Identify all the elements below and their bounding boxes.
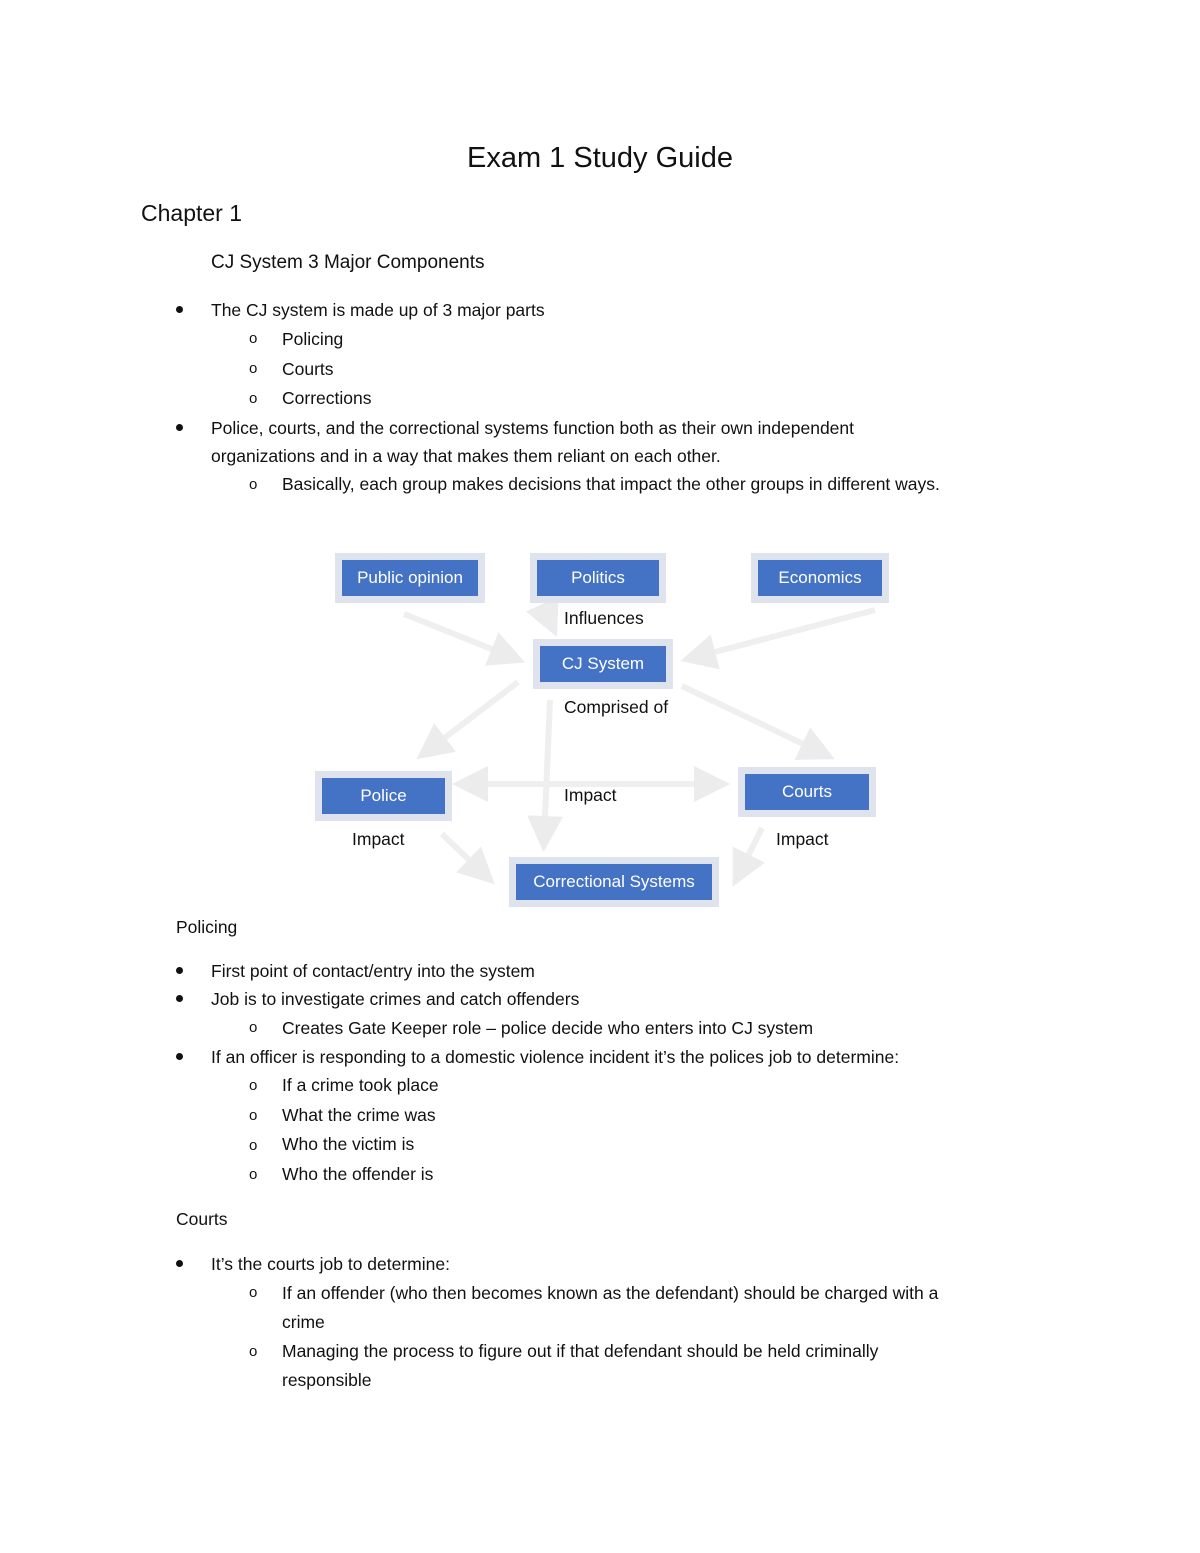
sub-bullet-marker: o — [249, 476, 258, 493]
sub-list-item: Who the victim is — [282, 1134, 415, 1154]
sub-bullet-marker: o — [249, 360, 258, 377]
bullet-marker — [176, 1053, 183, 1060]
label-impact-right: Impact — [776, 829, 829, 849]
sub-bullet-marker: o — [249, 390, 258, 407]
label-impact-center: Impact — [564, 785, 617, 805]
cj-system-diagram — [300, 540, 920, 920]
label-impact-left: Impact — [352, 829, 405, 849]
node-public-opinion-label: Public opinion — [357, 568, 463, 587]
node-correctional-label: Correctional Systems — [533, 872, 695, 891]
section-heading-policing: Policing — [176, 917, 238, 937]
arrow-economics-to-cj — [692, 610, 875, 658]
sub-bullet-marker: o — [249, 1343, 258, 1360]
sub-list-item-continuation: crime — [282, 1312, 325, 1332]
bullet-marker — [176, 306, 183, 313]
diagram-arrows — [300, 540, 920, 920]
node-courts-label: Courts — [781, 782, 833, 801]
list-item: First point of contact/entry into the system — [211, 961, 535, 981]
sub-list-item-continuation: responsible — [282, 1370, 372, 1390]
chapter-heading: Chapter 1 — [141, 200, 243, 226]
sub-list-item: What the crime was — [282, 1105, 436, 1125]
list-item: It’s the courts job to determine: — [211, 1254, 450, 1274]
arrow-public-opinion-to-cj — [404, 614, 514, 658]
sub-list-item: Courts — [282, 359, 334, 379]
node-economics-label: Economics — [778, 568, 862, 587]
sub-bullet-marker: o — [249, 1019, 258, 1036]
node-politics-label: Politics — [571, 568, 625, 587]
sub-bullet-marker: o — [249, 1137, 258, 1154]
sub-bullet-marker: o — [249, 330, 258, 347]
arrow-courts-to-correctional — [738, 828, 762, 876]
list-item: The CJ system is made up of 3 major parts — [211, 300, 545, 320]
label-influences: Influences — [564, 608, 644, 628]
sub-bullet-marker: o — [249, 1107, 258, 1124]
node-public-opinion — [342, 560, 478, 596]
list-item: Police, courts, and the correctional systems function both as their own independent — [211, 418, 855, 438]
bullet-marker — [176, 995, 183, 1002]
list-item: If an officer is responding to a domestic violence incident it’s the polices job to determine: — [211, 1047, 900, 1067]
sub-list-item: Managing the process to figure out if that defendant should be held criminally — [282, 1341, 879, 1361]
sub-list-item: If an offender (who then becomes known as the defendant) should be charged with a — [282, 1283, 939, 1303]
document-title: Exam 1 Study Guide — [467, 142, 733, 174]
sub-bullet-marker: o — [249, 1166, 258, 1183]
sub-list-item: Creates Gate Keeper role – police decide who enters into CJ system — [282, 1018, 814, 1038]
arrow-cj-to-police — [426, 682, 518, 752]
bullet-marker — [176, 424, 183, 431]
arrow-politics-to-cj — [544, 608, 552, 626]
list-item: Job is to investigate crimes and catch offenders — [211, 989, 580, 1009]
section-subheading: CJ System 3 Major Components — [211, 252, 485, 273]
sub-list-item: Who the offender is — [282, 1164, 434, 1184]
sub-bullet-marker: o — [249, 1284, 258, 1301]
node-politics — [537, 560, 659, 596]
node-cj-system — [540, 646, 666, 682]
sub-list-item: Basically, each group makes decisions that impact the other groups in different ways. — [282, 474, 940, 494]
node-police — [322, 778, 445, 814]
arrow-cj-to-correctional — [544, 700, 550, 840]
label-comprised-of: Comprised of — [564, 697, 669, 717]
list-item-continuation: organizations and in a way that makes them reliant on each other. — [211, 446, 721, 466]
sub-list-item: Corrections — [282, 388, 372, 408]
sub-list-item: Policing — [282, 329, 344, 349]
bullet-marker — [176, 1260, 183, 1267]
node-cj-system-label: CJ System — [561, 654, 645, 673]
sub-list-item: If a crime took place — [282, 1075, 439, 1095]
node-courts — [745, 774, 869, 810]
arrow-police-to-correctional — [442, 834, 486, 876]
bullet-marker — [176, 967, 183, 974]
node-police-label: Police — [360, 786, 407, 805]
sub-bullet-marker: o — [249, 1077, 258, 1094]
node-economics — [758, 560, 882, 596]
section-heading-courts: Courts — [176, 1209, 228, 1229]
arrow-cj-to-courts — [682, 686, 824, 754]
node-correctional-systems — [516, 864, 712, 900]
